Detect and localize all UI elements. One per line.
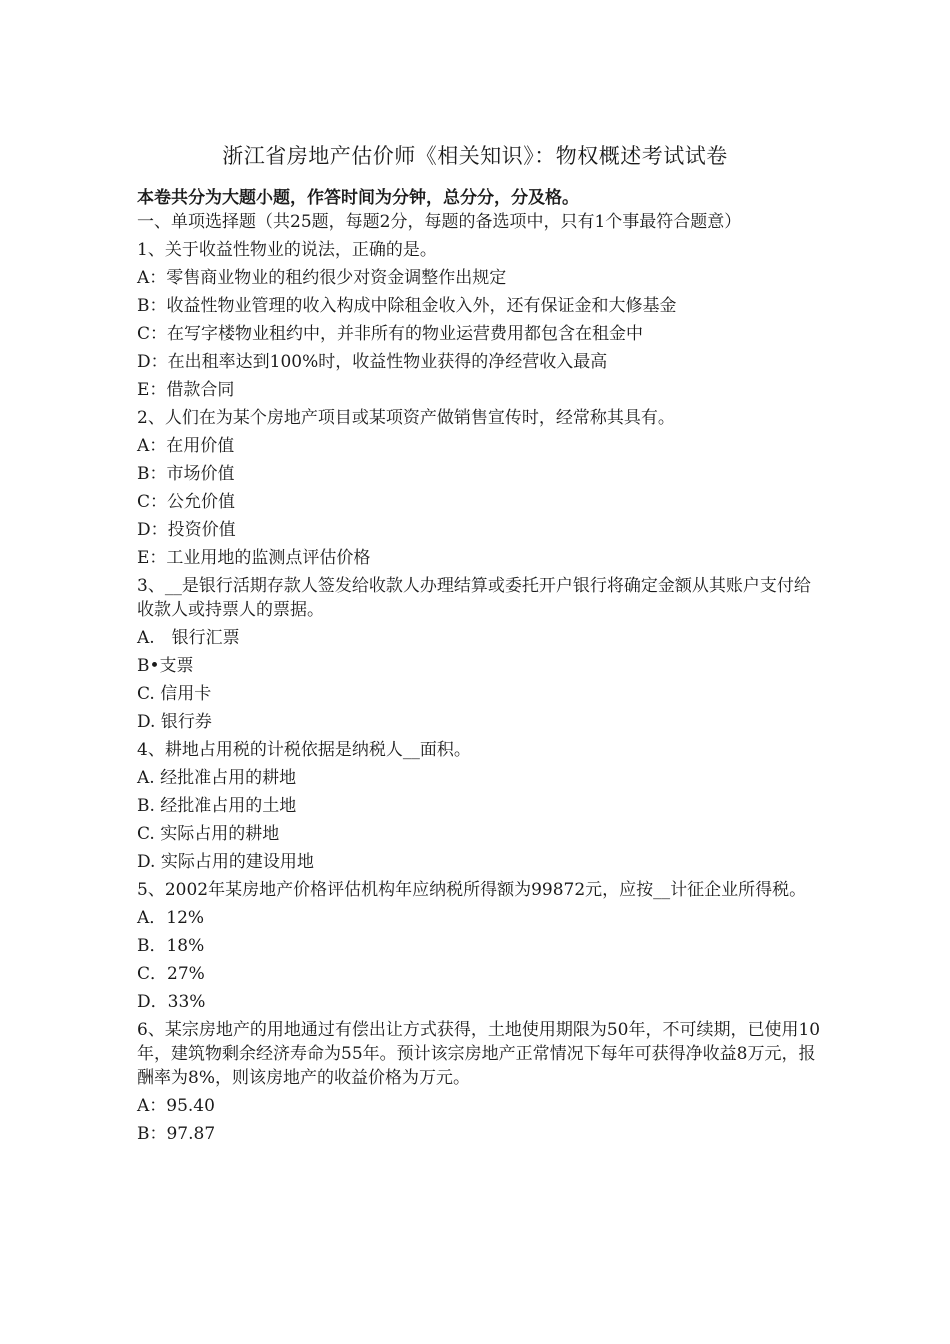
- question-stem: 1、关于收益性物业的说法，正确的是。: [137, 240, 437, 260]
- option-c: C：公允价值: [137, 492, 236, 512]
- question-1: [137, 238, 827, 402]
- option-d: D：在出租率达到100%时，收益性物业获得的净经营收入最高: [137, 352, 608, 372]
- question-4: [137, 738, 827, 874]
- option-b: B：收益性物业管理的收入构成中除租金收入外，还有保证金和大修基金: [137, 296, 677, 316]
- option-e: E：借款合同: [137, 380, 235, 400]
- option-d: D. 银行券: [137, 712, 212, 732]
- question-5: [137, 878, 827, 1014]
- question-2: [137, 406, 827, 570]
- option-d: D．33%: [137, 992, 206, 1012]
- option-a: A：在用价值: [137, 436, 235, 456]
- option-c: C．27%: [137, 964, 205, 984]
- option-a: A. 经批准占用的耕地: [137, 768, 297, 788]
- question-stem: 3、__是银行活期存款人签发给收款人办理结算或委托开户银行将确定金额从其账户支付给收款人或持票人的票据。: [137, 576, 811, 620]
- document-body: [137, 186, 827, 1150]
- option-b: B．18%: [137, 936, 205, 956]
- option-b: B•支票: [137, 656, 194, 676]
- section-heading: 一、单项选择题（共25题，每题2分，每题的备选项中，只有1个事最符合题意）: [137, 212, 742, 232]
- option-a: A．12%: [137, 908, 205, 928]
- question-stem: 6、某宗房地产的用地通过有偿出让方式获得，土地使用期限为50年，不可续期，已使用10年，建筑物剩余经济寿命为55年。预计该宗房地产正常情况下每年可获得净收益8万元，报酬率为8%，则该房地产的收益价格为万元。: [137, 1020, 821, 1088]
- option-a: A：零售商业物业的租约很少对资金调整作出规定: [137, 268, 507, 288]
- option-b: B：97.87: [137, 1124, 216, 1144]
- question-stem: 4、耕地占用税的计税依据是纳税人__面积。: [137, 740, 471, 760]
- question-3: [137, 574, 827, 734]
- question-stem: 2、人们在为某个房地产项目或某项资产做销售宣传时，经常称其具有。: [137, 408, 675, 428]
- option-c: C. 实际占用的耕地: [137, 824, 280, 844]
- exam-intro: 本卷共分为大题小题，作答时间为分钟，总分分，分及格。: [137, 188, 579, 208]
- option-b: B：市场价值: [137, 464, 235, 484]
- document-title: 浙江省房地产估价师《相关知识》：物权概述考试试卷: [222, 144, 728, 168]
- option-c: C. 信用卡: [137, 684, 212, 704]
- option-b: B. 经批准占用的土地: [137, 796, 297, 816]
- question-stem: 5、2002年某房地产价格评估机构年应纳税所得额为99872元，应按__计征企业所得税。: [137, 880, 807, 900]
- option-d: D：投资价值: [137, 520, 236, 540]
- option-c: C：在写字楼物业租约中，并非所有的物业运营费用都包含在租金中: [137, 324, 644, 344]
- option-a: A. 银行汇票: [137, 628, 240, 648]
- option-a: A：95.40: [137, 1096, 215, 1116]
- option-d: D. 实际占用的建设用地: [137, 852, 314, 872]
- option-e: E：工业用地的监测点评估价格: [137, 548, 371, 568]
- question-6: [137, 1018, 827, 1146]
